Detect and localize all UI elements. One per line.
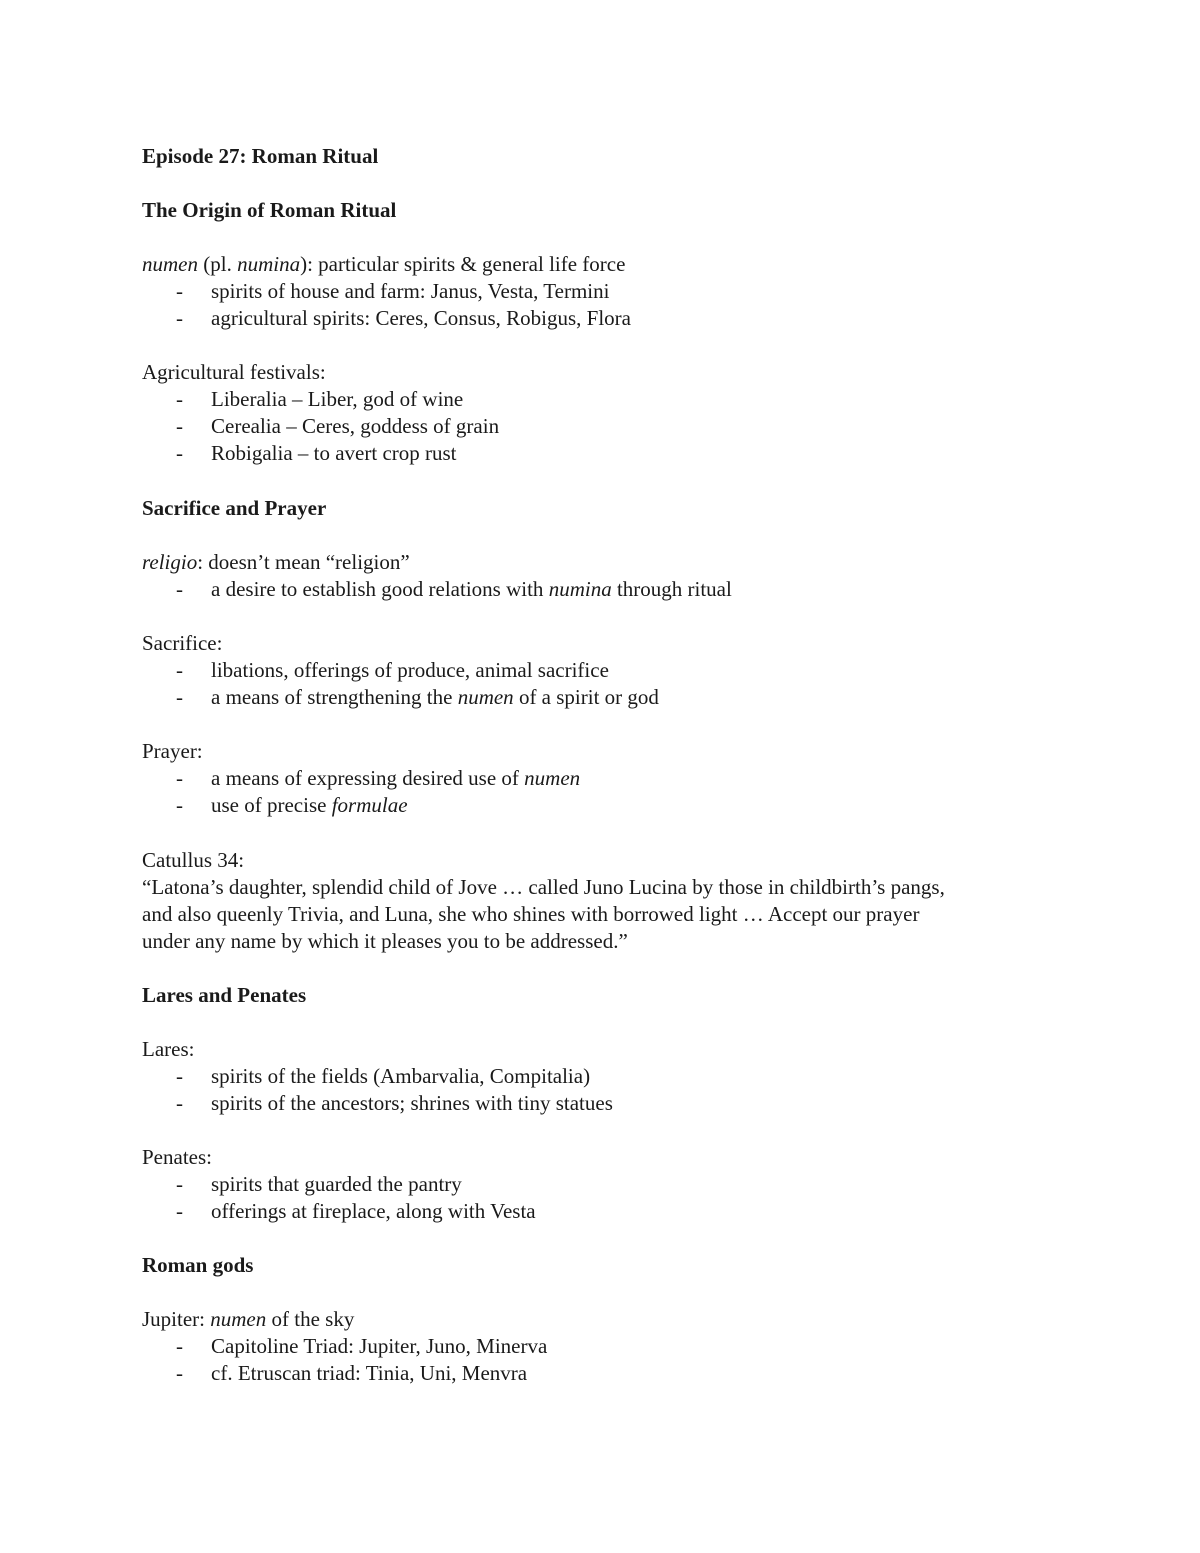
bullet-text: of a spirit or god xyxy=(513,685,659,709)
bullet-dash: - xyxy=(176,1064,183,1088)
catullus-quote-line: under any name by which it pleases you to be addressed.” xyxy=(142,929,628,953)
bullet-dash: - xyxy=(176,1091,183,1115)
numen-mid-text: (pl. xyxy=(198,252,238,276)
bullet-text: use of precise xyxy=(211,793,332,817)
term-numina: numina xyxy=(548,577,612,601)
bullet-item: libations, offerings of produce, animal sacrifice xyxy=(211,658,609,682)
bullet-item xyxy=(211,684,659,710)
bullet-item: cf. Etruscan triad: Tinia, Uni, Menvra xyxy=(211,1361,528,1385)
term-numen: numen xyxy=(524,766,581,790)
bullet-dash: - xyxy=(176,577,183,601)
term-numina: numina xyxy=(237,252,301,276)
jupiter-line xyxy=(142,1306,354,1332)
bullet-dash: - xyxy=(176,279,183,303)
bullet-text: a desire to establish good relations with xyxy=(211,577,549,601)
bullet-item: offerings at fireplace, along with Vesta xyxy=(211,1199,536,1223)
section-heading-origin: The Origin of Roman Ritual xyxy=(142,198,397,222)
lares-label: Lares: xyxy=(142,1037,195,1061)
penates-label: Penates: xyxy=(142,1145,212,1169)
sacrifice-label: Sacrifice: xyxy=(142,631,223,655)
bullet-item: spirits that guarded the pantry xyxy=(211,1172,462,1196)
numen-definition-line xyxy=(142,251,625,277)
catullus-quote-line: “Latona’s daughter, splendid child of Jove … called Juno Lucina by those in childbirth’s pangs, xyxy=(142,875,945,899)
bullet-dash: - xyxy=(176,306,183,330)
term-numen: numen xyxy=(142,252,198,276)
section-heading-sacrifice: Sacrifice and Prayer xyxy=(142,496,327,520)
bullet-dash: - xyxy=(176,685,183,709)
bullet-dash: - xyxy=(176,414,183,438)
bullet-dash: - xyxy=(176,441,183,465)
bullet-text: a means of strengthening the xyxy=(211,685,458,709)
bullet-dash: - xyxy=(176,658,183,682)
bullet-dash: - xyxy=(176,1172,183,1196)
bullet-dash: - xyxy=(176,766,183,790)
document-title: Episode 27: Roman Ritual xyxy=(142,144,379,168)
catullus-label: Catullus 34: xyxy=(142,848,245,872)
jupiter-text: of the sky xyxy=(266,1307,355,1331)
bullet-item xyxy=(211,792,408,818)
bullet-item: spirits of the ancestors; shrines with tiny statues xyxy=(211,1091,613,1115)
prayer-label: Prayer: xyxy=(142,739,203,763)
catullus-quote-line: and also queenly Trivia, and Luna, she who shines with borrowed light … Accept our prayer xyxy=(142,902,920,926)
bullet-item xyxy=(211,765,580,791)
bullet-item: Robigalia – to avert crop rust xyxy=(211,441,457,465)
bullet-item: spirits of the fields (Ambarvalia, Compitalia) xyxy=(211,1064,591,1088)
term-numen: numen xyxy=(210,1307,267,1331)
section-heading-lares: Lares and Penates xyxy=(142,983,307,1007)
bullet-item: spirits of house and farm: Janus, Vesta, Termini xyxy=(211,279,610,303)
bullet-dash: - xyxy=(176,1361,183,1385)
bullet-text: through ritual xyxy=(611,577,732,601)
jupiter-label: Jupiter: xyxy=(142,1307,211,1331)
religio-definition-line xyxy=(142,549,410,575)
bullet-item: Cerealia – Ceres, goddess of grain xyxy=(211,414,500,438)
numen-definition-text: ): particular spirits & general life force xyxy=(300,252,626,276)
section-heading-gods: Roman gods xyxy=(142,1253,254,1277)
term-religio: religio xyxy=(142,550,198,574)
religio-definition-text: : doesn’t mean “religion” xyxy=(197,550,410,574)
bullet-dash: - xyxy=(176,1334,183,1358)
term-formulae: formulae xyxy=(331,793,408,817)
festivals-label: Agricultural festivals: xyxy=(142,360,326,384)
bullet-dash: - xyxy=(176,793,183,817)
bullet-item xyxy=(211,576,732,602)
bullet-item: agricultural spirits: Ceres, Consus, Robigus, Flora xyxy=(211,306,631,330)
bullet-dash: - xyxy=(176,1199,183,1223)
bullet-item: Liberalia – Liber, god of wine xyxy=(211,387,464,411)
bullet-item: Capitoline Triad: Jupiter, Juno, Minerva xyxy=(211,1334,548,1358)
bullet-dash: - xyxy=(176,387,183,411)
term-numen: numen xyxy=(457,685,514,709)
bullet-text: a means of expressing desired use of xyxy=(211,766,525,790)
